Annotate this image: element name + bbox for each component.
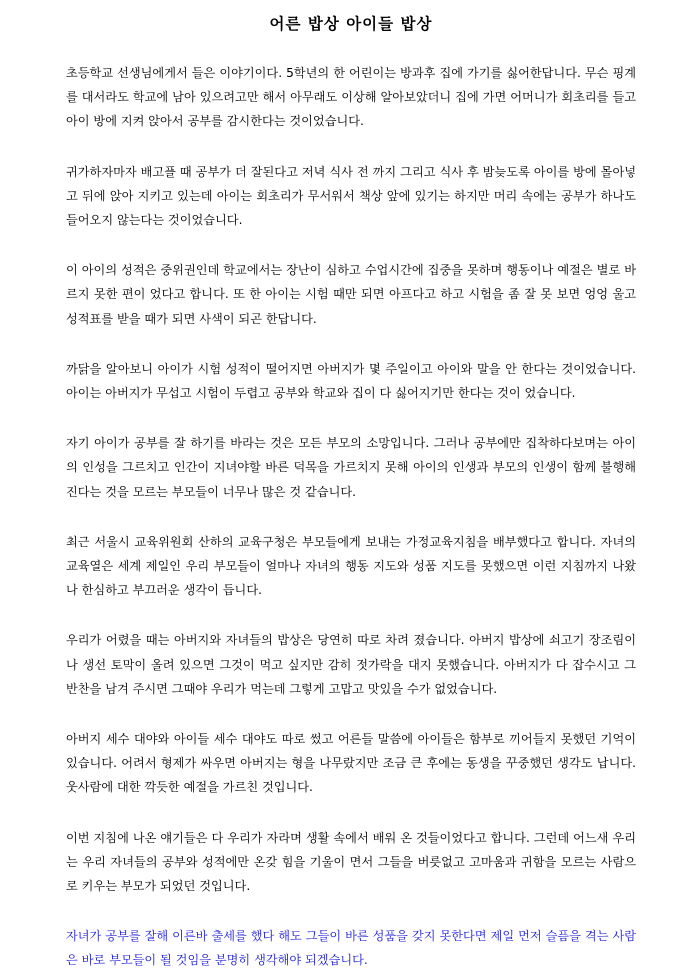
- document-title: 어른 밥상 아이들 밥상: [269, 15, 433, 33]
- paragraph-7: 우리가 어렸을 때는 아버지와 자녀들의 밥상은 당연히 따로 차려 졌습니다. 아버지 밥상에 쇠고기 장조림이나 생선 토막이 올려 있으면 그것이 먹고 싶지만 감히 젓가락을 대지 못했습니다. 아버지가 다 잡수시고 그 반찬을 남겨 주시면 그때야 우리가 먹는데 그렇게 고맙고 맛있을 수가 없었습니다.: [66, 633, 636, 696]
- closing-paragraph: 자녀가 공부를 잘해 이른바 출세를 했다 해도 그들이 바른 성품을 갖지 못한다면 제일 먼저 슬픔을 격는 사람은 바로 부모들이 될 것임을 분명히 생각해야 되겠습니다.: [66, 929, 636, 968]
- paragraph-3: 이 아이의 성적은 중위권인데 학교에서는 장난이 심하고 수업시간에 집중을 못하며 행동이나 예절은 별로 바르지 못한 편이 었다고 합니다. 또 한 아이는 시험 때만 되면 아프다고 하고 시험을 좀 잘 못 보면 엉엉 울고 성적표를 받을 때가 되면 사색이 되곤 한답니다.: [66, 263, 636, 326]
- paragraph-4: 까닭을 알아보니 아이가 시험 성적이 떨어지면 아버지가 몇 주일이고 아이와 말을 안 한다는 것이었습니다. 아이는 아버지가 무섭고 시험이 두렵고 공부와 학교와 집이 다 싫어지기만 한다는 것이 었습니다.: [66, 361, 636, 401]
- paragraph-5: 자기 아이가 공부를 잘 하기를 바라는 것은 모든 부모의 소망입니다. 그러나 공부에만 집착하다보며는 아이의 인성을 그르치고 인간이 지녀야할 바른 덕목을 가르치지 못해 아이의 인생과 부모의 인생이 함께 불행해 진다는 것을 모르는 부모들이 너무나 많은 것 같습니다.: [66, 436, 636, 499]
- paragraph-1: 초등학교 선생님에게서 들은 이야기이다. 5학년의 한 어린이는 방과후 집에 가기를 싫어한답니다. 무슨 핑계를 대서라도 학교에 남아 있으려고만 해서 아무래도 이상해 알아보았더니 집에 가면 어머니가 회초리를 들고 아이 방에 지켜 앉아서 공부를 감시한다는 것이었습니다.: [66, 66, 636, 129]
- paragraph-9: 이번 지침에 나온 얘기들은 다 우리가 자라며 생활 속에서 배워 온 것들이었다고 합니다. 그런데 어느새 우리는 우리 자녀들의 공부와 성적에만 온갖 힘을 기울이 면서 그들을 버릇없고 고마움과 귀함을 모르는 사람으로 키우는 부모가 되었던 것입니다.: [66, 830, 636, 894]
- paragraph-6: 최근 서울시 교육위원회 산하의 교육구청은 부모들에게 보내는 가정교육지침을 배부했다고 합니다. 자녀의 교육열은 세계 제일인 우리 부모들이 얼마나 자녀의 행동 지도와 성품 지도를 못했으면 이런 지침까지 나왔나 한심하고 부끄러운 생각이 듭니다.: [66, 534, 636, 598]
- paragraph-8: 아버지 세수 대야와 아이들 세수 대야도 따로 썼고 어른들 말씀에 아이들은 함부로 끼어들지 못했던 기억이 있습니다. 어려서 형제가 싸우면 아버지는 형을 나무랐지만 조금 큰 후에는 동생을 꾸중했던 생각도 납니다. 웃사람에 대한 깍듯한 예절을 가르친 것입니다.: [66, 732, 636, 795]
- paragraph-2: 귀가하자마자 배고플 때 공부가 더 잘된다고 저녁 식사 전 까지 그리고 식사 후 밤늦도록 아이를 방에 몰아넣고 뒤에 앉아 지키고 있는데 아이는 회초리가 무서워서 책상 앞에 있기는 하지만 머리 속에는 공부가 하나도 들어오지 않는다는 것이었습니다.: [66, 164, 636, 228]
